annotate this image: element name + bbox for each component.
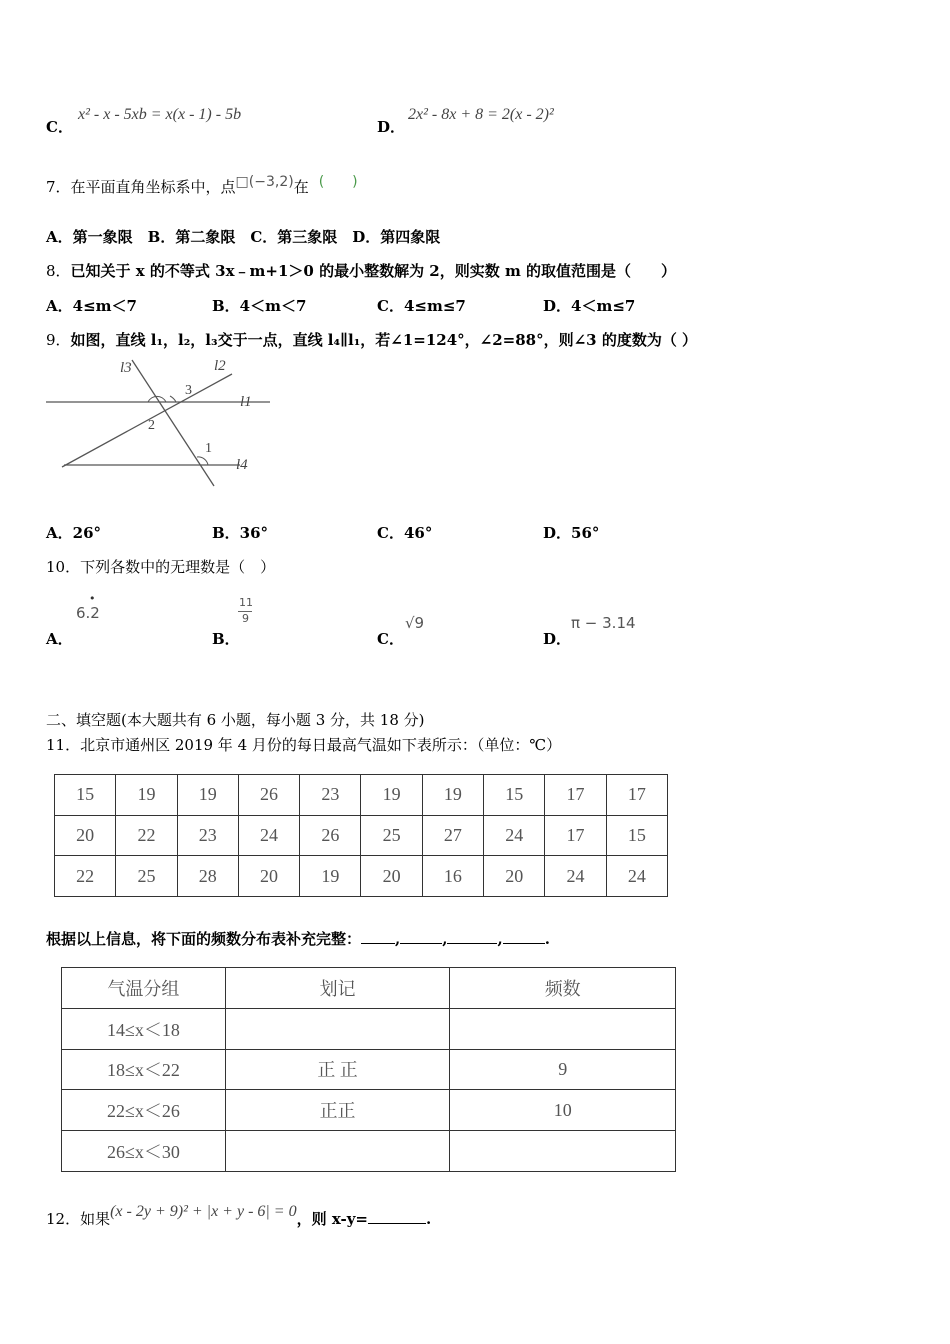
temp-cell: 17: [545, 775, 606, 816]
q10-option-b-denominator: 9: [242, 612, 249, 625]
q9-option-d: D．56°: [543, 524, 600, 542]
q11-temperature-body: [55, 775, 668, 897]
temp-row: [55, 815, 668, 856]
q6-option-c-label: C．: [46, 118, 73, 136]
freq-count: 9: [450, 1049, 676, 1090]
freq-tally: 正 正: [225, 1049, 450, 1090]
temp-cell: 20: [55, 815, 116, 856]
label-l3: l3: [120, 360, 132, 376]
freq-row: [62, 1131, 676, 1172]
label-angle-2: 2: [148, 418, 155, 433]
temp-cell: 15: [55, 775, 116, 816]
freq-header-count: 频数: [450, 968, 676, 1009]
temp-cell: 22: [55, 856, 116, 897]
q10-option-d-value: π − 3.14: [571, 614, 636, 632]
q12-stem-a: 12．如果: [46, 1210, 111, 1228]
q9-figure: [40, 352, 270, 492]
temp-cell: 15: [484, 775, 545, 816]
temp-cell: 19: [116, 775, 177, 816]
label-l1: l1: [240, 394, 252, 410]
q8-number: 8．: [46, 262, 71, 280]
temp-cell: 24: [238, 815, 299, 856]
q9-option-c: C．46°: [377, 524, 433, 542]
temp-cell: 20: [238, 856, 299, 897]
q6-option-c-expression: x² - x - 5xb = x(x - 1) - 5b: [78, 106, 242, 123]
temp-cell: 25: [116, 856, 177, 897]
line-l3: [132, 360, 214, 486]
freq-range: 22≤x＜26: [62, 1090, 226, 1131]
q9-stem: [46, 329, 697, 350]
q8-option-b: B．4＜m＜7: [212, 297, 307, 315]
temp-cell: 24: [484, 815, 545, 856]
freq-row: [62, 1090, 676, 1131]
q10-option-c-value: √9: [405, 614, 425, 632]
temp-row: [55, 775, 668, 816]
temp-cell: 16: [422, 856, 483, 897]
temp-cell: 22: [116, 815, 177, 856]
angle-3-arc: [170, 396, 176, 402]
q6-option-d-label: D．: [377, 118, 406, 136]
q9-number: 9．: [46, 331, 71, 349]
q10-option-d-label: D．: [543, 630, 572, 648]
comma-1: ,: [395, 930, 401, 948]
temp-cell: 26: [238, 775, 299, 816]
q11-fill-line: [46, 928, 550, 949]
temp-cell: 27: [422, 815, 483, 856]
q11-frequency-table: [61, 967, 676, 1172]
q8-option-a: A．4≤m＜7: [46, 297, 137, 315]
temp-cell: 19: [177, 775, 238, 816]
temp-cell: 25: [361, 815, 422, 856]
label-angle-3: 3: [185, 383, 192, 398]
q10-stem: 10．下列各数中的无理数是（ ）: [46, 558, 276, 576]
section-2-title: 二、填空题(本大题共有 6 小题，每小题 3 分，共 18 分): [46, 711, 425, 729]
q6-option-d-expression: 2x² - 8x + 8 = 2(x - 2)²: [408, 106, 554, 123]
freq-header-group: 气温分组: [62, 968, 226, 1009]
temp-cell: 19: [422, 775, 483, 816]
blank-4[interactable]: [503, 929, 545, 944]
q12-stem-b: ，则 x-y=: [296, 1210, 369, 1228]
q9-option-b: B．36°: [212, 524, 269, 542]
q10-option-a-label: A．: [46, 630, 73, 648]
freq-count[interactable]: [450, 1008, 676, 1049]
temp-cell: 17: [606, 775, 667, 816]
freq-header-row: [62, 968, 676, 1009]
temp-cell: 20: [484, 856, 545, 897]
q9-text: 如图，直线 l₁，l₂，l₃交于一点，直线 l₄∥l₁，若∠1=124°，∠2=88°，则∠3 的度数为（ ）: [70, 331, 698, 349]
q8-option-d: D．4＜m≤7: [543, 297, 636, 315]
q7-stem-b: 在: [293, 178, 309, 196]
q7-stem: [46, 176, 358, 197]
freq-header-tally: 划记: [225, 968, 450, 1009]
freq-row: [62, 1049, 676, 1090]
freq-tally[interactable]: [225, 1131, 450, 1172]
freq-count[interactable]: [450, 1131, 676, 1172]
q10-option-a-repeat-dot: •: [89, 592, 96, 605]
q11-stem: 11．北京市通州区 2019 年 4 月份的每日最高气温如下表所示：（单位：℃）: [46, 736, 562, 754]
freq-count: 10: [450, 1090, 676, 1131]
temp-cell: 19: [300, 856, 361, 897]
temp-cell: 19: [361, 775, 422, 816]
freq-range: 18≤x＜22: [62, 1049, 226, 1090]
q7-stem-a: 7．在平面直角坐标系中，点: [46, 178, 236, 196]
temp-cell: 24: [545, 856, 606, 897]
blank-3[interactable]: [447, 929, 497, 944]
temp-cell: 23: [177, 815, 238, 856]
q7-answer-paren: ( ): [318, 174, 358, 190]
label-angle-1: 1: [205, 441, 212, 456]
temp-cell: 17: [545, 815, 606, 856]
freq-range: 26≤x＜30: [62, 1131, 226, 1172]
label-l2: l2: [214, 358, 226, 374]
comma-3: ,: [497, 930, 503, 948]
fill-end: .: [544, 930, 550, 948]
q8-text: 已知关于 x 的不等式 3x﹣m+1＞0 的最小整数解为 2，则实数 m 的取值范围是（ ）: [70, 262, 677, 280]
q10-option-b-numerator: 11: [239, 596, 253, 609]
freq-range: 14≤x＜18: [62, 1008, 226, 1049]
q11-fill-text: 根据以上信息，将下面的频数分布表补充完整：: [46, 930, 362, 948]
freq-row: [62, 1008, 676, 1049]
freq-tally[interactable]: [225, 1008, 450, 1049]
comma-2: ,: [442, 930, 448, 948]
temp-row: [55, 856, 668, 897]
temp-cell: 20: [361, 856, 422, 897]
temp-cell: 23: [300, 775, 361, 816]
blank-2[interactable]: [400, 929, 442, 944]
q12-answer-blank[interactable]: [368, 1209, 426, 1224]
temp-cell: 28: [177, 856, 238, 897]
temp-cell: 15: [606, 815, 667, 856]
label-l4: l4: [236, 457, 248, 473]
q8-option-c: C．4≤m≤7: [377, 297, 466, 315]
q11-temperature-table: [54, 774, 668, 897]
q9-option-a: A．26°: [46, 524, 102, 542]
q10-option-a-value: 6.2: [76, 604, 100, 622]
q12-stem: [46, 1203, 432, 1229]
temp-cell: 24: [606, 856, 667, 897]
temp-cell: 26: [300, 815, 361, 856]
q10-option-b-label: B．: [212, 630, 240, 648]
q10-option-c-label: C．: [377, 630, 404, 648]
q12-expression: (x - 2y + 9)² + |x + y - 6| = 0: [110, 1203, 297, 1220]
q7-options: A．第一象限 B．第二象限 C．第三象限 D．第四象限: [46, 228, 441, 246]
freq-tally: 正正: [225, 1090, 450, 1131]
angle-1-arc: [197, 457, 208, 465]
q7-point: □(−3,2): [235, 174, 294, 190]
q8-stem: [46, 260, 676, 281]
blank-1[interactable]: [361, 929, 395, 944]
q12-end: .: [426, 1210, 432, 1228]
